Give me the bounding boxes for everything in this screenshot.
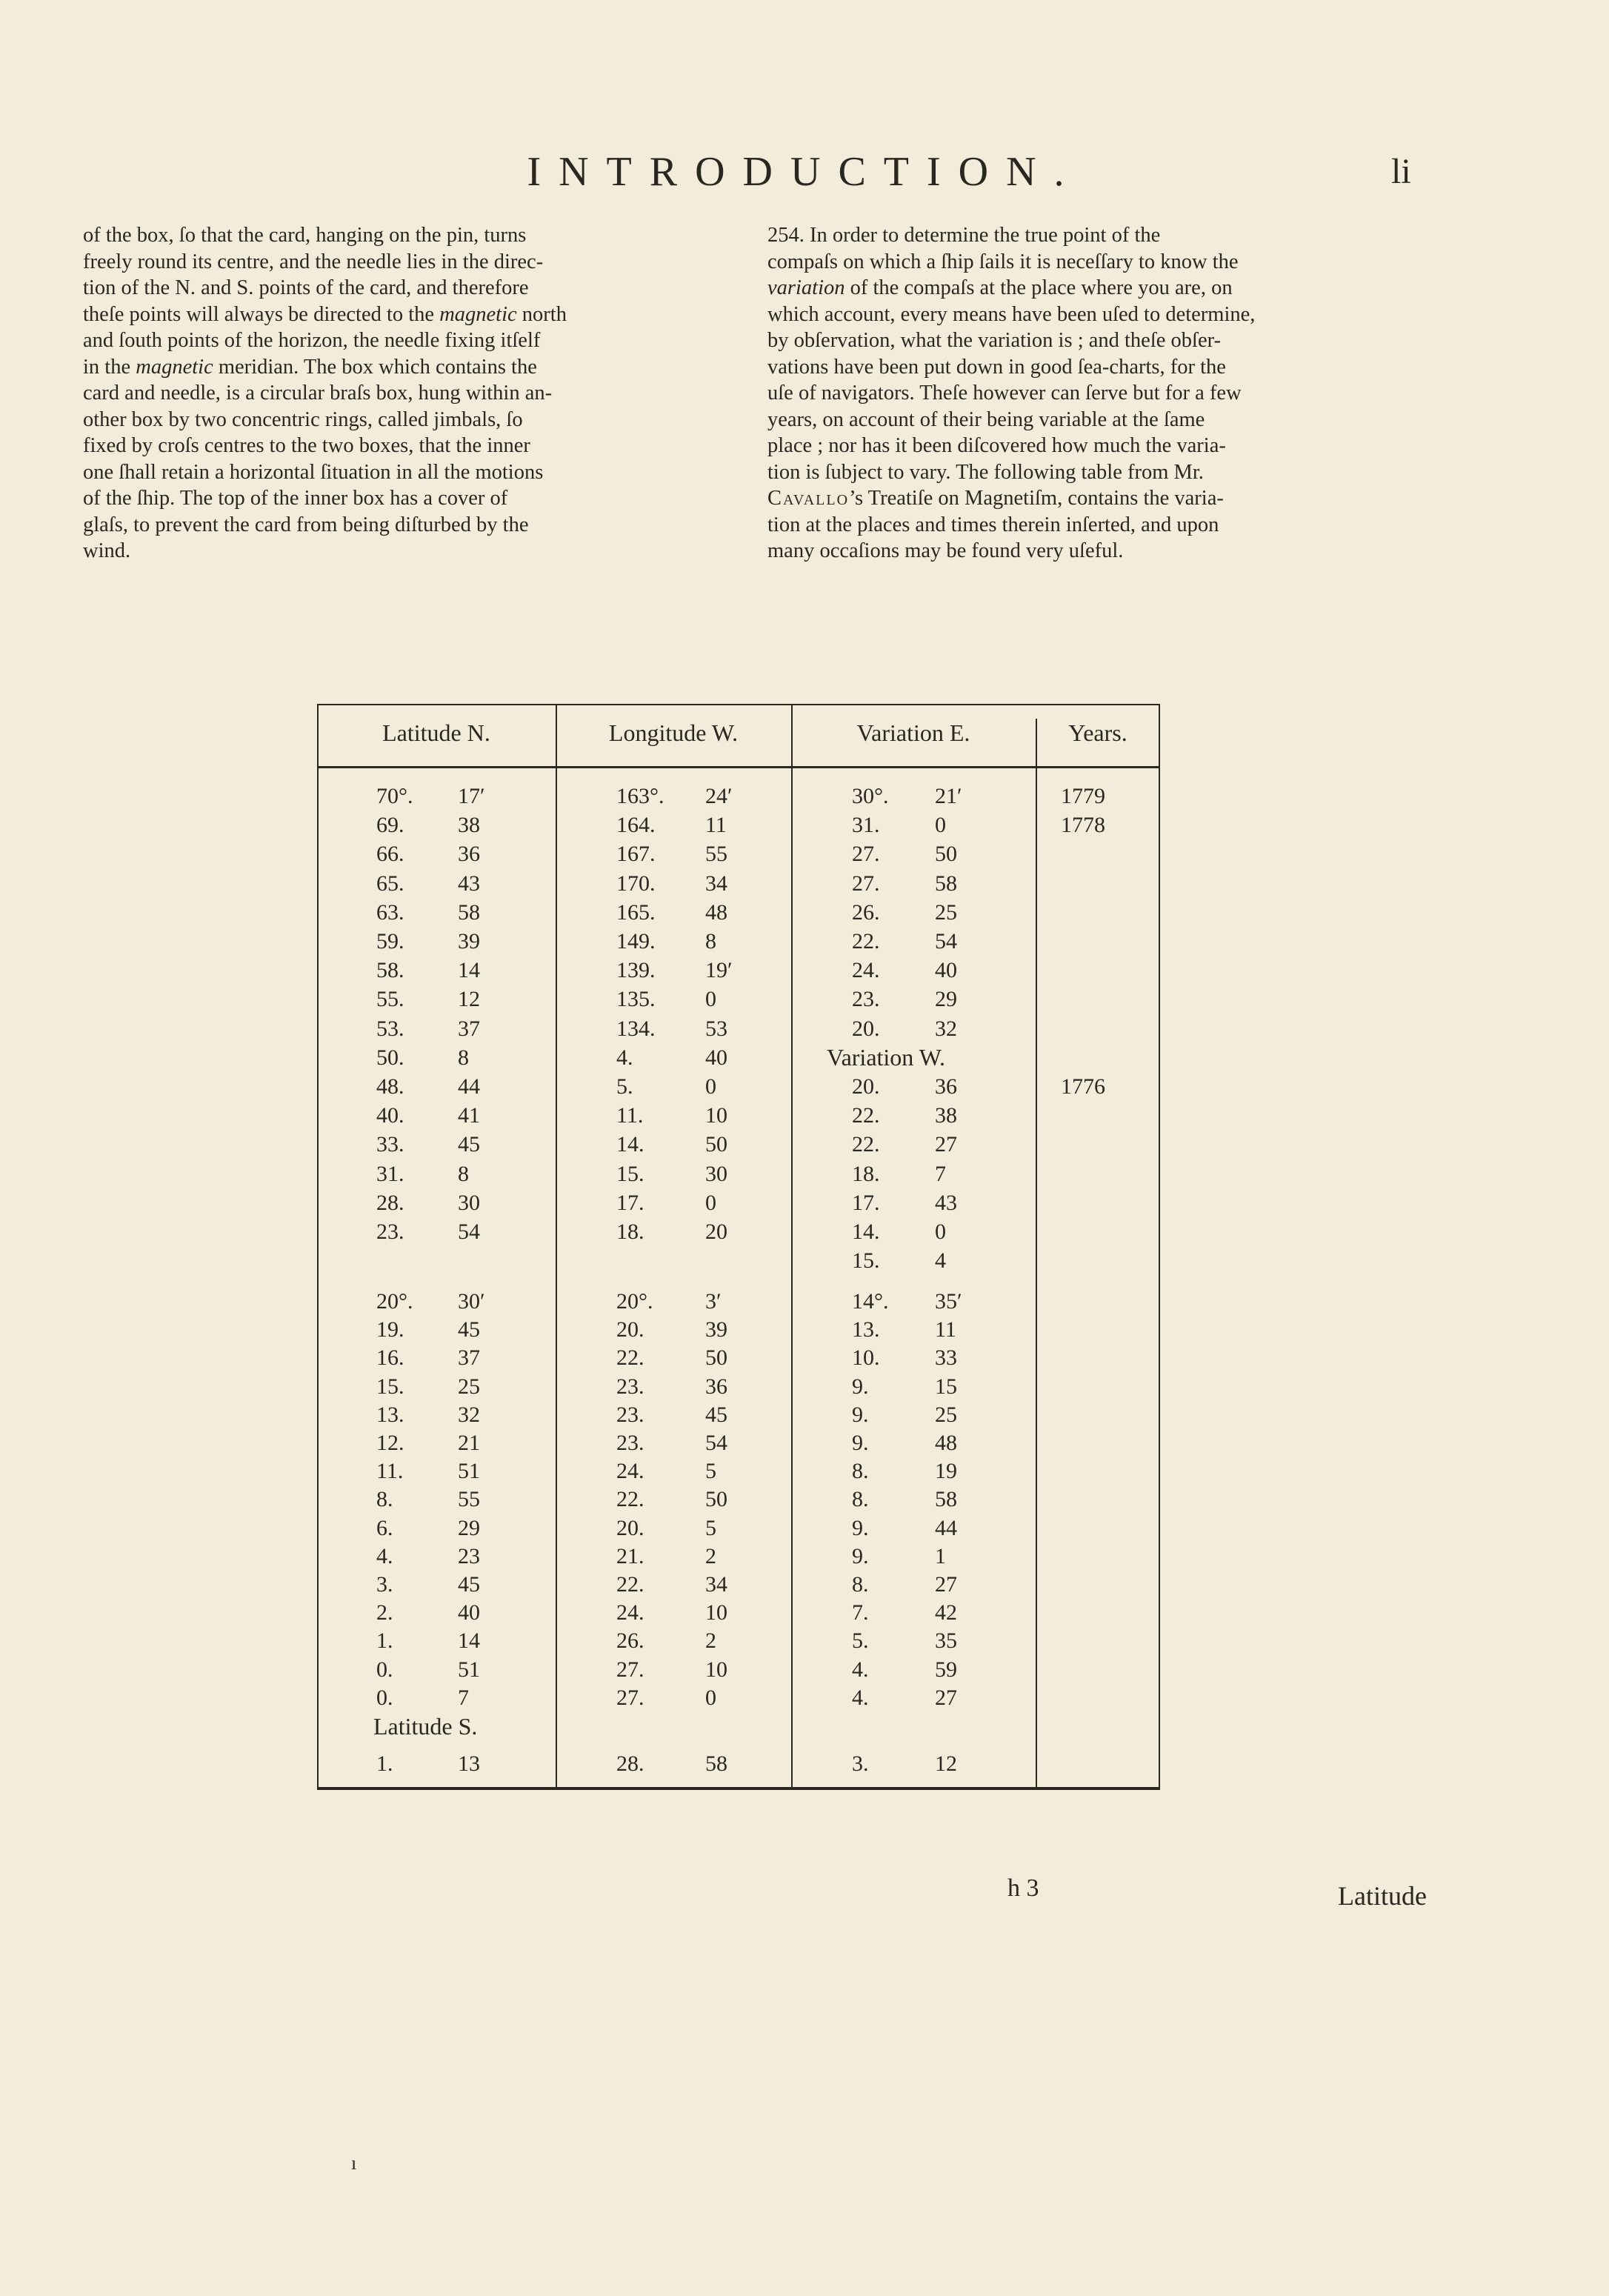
table-row [317, 1045, 1160, 1073]
cell-var-min: 19 [935, 1459, 957, 1484]
cell-lat-deg: 28. [376, 1190, 404, 1215]
cell-lat-min: 51 [458, 1657, 480, 1682]
table-bottom-rule [317, 1787, 1160, 1790]
line: tion at the places and times therein inſerted, and upon [767, 513, 1219, 536]
table-row [317, 900, 1160, 928]
cell-var-min: 38 [935, 1103, 957, 1128]
cell-var-deg: 9. [852, 1515, 869, 1540]
signature-mark: h 3 [1007, 1874, 1039, 1902]
cell-lat-deg: 59. [376, 929, 404, 954]
cell-var-min: 44 [935, 1515, 957, 1540]
table-row [317, 1248, 1160, 1276]
header-variation: Variation E. [856, 719, 970, 746]
cell-lat-min: 17′ [458, 784, 485, 808]
cell-lat-min: 55 [458, 1487, 480, 1512]
line: other box by two concentric rings, called jimbals, ſo [83, 407, 523, 431]
cell-var-min: 43 [935, 1190, 957, 1215]
cell-year: 1776 [1061, 1074, 1105, 1099]
table-row [317, 1751, 1160, 1779]
cell-lat-min: 41 [458, 1103, 480, 1128]
cell-lat-deg: 12. [376, 1431, 404, 1455]
cell-lon-deg: 149. [616, 929, 656, 954]
cell-lon-deg: 5. [616, 1074, 633, 1099]
cell-lat-min: 45 [458, 1317, 480, 1342]
cell-var-min: 59 [935, 1657, 957, 1682]
cell-lat-deg: 33. [376, 1132, 404, 1157]
cell-lon-min: 19′ [705, 958, 733, 983]
cell-lon-min: 40 [705, 1045, 727, 1070]
cell-lon-deg: 23. [616, 1402, 644, 1427]
table-row [317, 1016, 1160, 1044]
cell-lon-min: 34 [705, 871, 727, 896]
cell-var-deg: 9. [852, 1402, 869, 1427]
cell-lon-deg: 21. [616, 1543, 644, 1568]
cell-lat-min: 13 [458, 1751, 480, 1776]
cell-var-min: 50 [935, 842, 957, 867]
cell-var-min: 25 [935, 899, 957, 925]
cell-var-min: 54 [935, 929, 957, 954]
cell-lon-min: 11 [705, 813, 727, 838]
cell-lat-min: 39 [458, 929, 480, 954]
cell-lat-deg: 58. [376, 958, 404, 983]
cell-var-min: 0 [935, 1219, 946, 1244]
line: of the ſhip. The top of the inner box has a cover of [83, 487, 508, 510]
table-row [317, 987, 1160, 1014]
cell-lat-deg: 11. [376, 1459, 404, 1484]
cell-lon-deg: 4. [616, 1045, 633, 1070]
cell-var-min: 15 [935, 1374, 957, 1399]
cell-lon-min: 2 [705, 1543, 716, 1568]
line: one ſhall retain a horizontal ſituation in all the motions [83, 460, 544, 484]
italic-term: magnetic [136, 355, 213, 379]
table-row [317, 1657, 1160, 1685]
cell-lat-min: 7 [458, 1685, 469, 1710]
cell-lon-deg: 14. [616, 1132, 644, 1157]
cell-lat-min: 54 [458, 1219, 480, 1244]
cell-lon-deg: 165. [616, 899, 656, 925]
cell-lon-min: 24′ [705, 784, 733, 808]
cell-var-min: 21′ [935, 784, 962, 808]
line: compaſs on which a ſhip ſails it is neceſſary to know the [767, 250, 1239, 273]
line: ’s Treatiſe on Magnetiſm, contains the varia- [849, 487, 1224, 510]
table-row [317, 1162, 1160, 1189]
header-longitude: Longitude W. [608, 719, 739, 746]
cell-lat-min: 14 [458, 958, 480, 983]
cell-var-deg: 20. [852, 1074, 880, 1099]
cell-lon-deg: 26. [616, 1628, 644, 1654]
line: glaſs, to prevent the card from being diſturbed by the [83, 513, 529, 536]
cell-lon-min: 50 [705, 1345, 727, 1371]
cell-lat-deg: 69. [376, 813, 404, 838]
table-row [317, 1516, 1160, 1543]
cell-var-min: 40 [935, 958, 957, 983]
cell-lon-deg: 28. [616, 1751, 644, 1776]
cell-lat-min: 40 [458, 1600, 480, 1625]
table-row [317, 1487, 1160, 1514]
line: and ſouth points of the horizon, the needle fixing itſelf [83, 329, 541, 352]
author-name: Cavallo [767, 487, 850, 510]
cell-lon-min: 10 [705, 1657, 727, 1682]
cell-lon-min: 20 [705, 1219, 727, 1244]
stray-mark: ı [351, 2152, 357, 2174]
cell-var-min: 33 [935, 1345, 957, 1371]
cell-var-min: 48 [935, 1431, 957, 1455]
cell-lon-deg: 17. [616, 1190, 644, 1215]
table-row [317, 813, 1160, 840]
cell-lat-min: 45 [458, 1132, 480, 1157]
cell-var-deg: 7. [852, 1600, 869, 1625]
cell-lon-deg: 167. [616, 842, 656, 867]
cell-lat-deg: 70°. [376, 784, 413, 808]
cell-var-deg: 15. [852, 1248, 880, 1274]
table-row [317, 1132, 1160, 1159]
cell-lon-deg: 134. [616, 1016, 656, 1041]
table-row [317, 1628, 1160, 1656]
cell-lat-min: 8 [458, 1045, 469, 1070]
subhead-latitude-s: Latitude S. [373, 1713, 478, 1740]
cell-lat-min: 32 [458, 1402, 480, 1427]
cell-lat-min: 12 [458, 987, 480, 1012]
cell-lon-deg: 20°. [616, 1289, 653, 1314]
cell-var-min: 7 [935, 1161, 946, 1186]
cell-lon-deg: 11. [616, 1103, 644, 1128]
table-row [317, 1317, 1160, 1345]
cell-lon-min: 8 [705, 929, 716, 954]
cell-lon-deg: 15. [616, 1161, 644, 1186]
cell-lat-deg: 16. [376, 1345, 404, 1371]
table-row [317, 1402, 1160, 1430]
cell-var-min: 4 [935, 1248, 946, 1274]
cell-lon-min: 50 [705, 1132, 727, 1157]
table-row [317, 1600, 1160, 1628]
cell-var-min: 27 [935, 1572, 957, 1597]
cell-lon-deg: 23. [616, 1431, 644, 1455]
cell-var-min: 11 [935, 1317, 956, 1342]
cell-lon-deg: 27. [616, 1685, 644, 1710]
line: meridian. The box which contains the [213, 355, 537, 379]
cell-var-min: 35′ [935, 1289, 962, 1314]
table-row [317, 842, 1160, 869]
cell-lat-min: 30 [458, 1190, 480, 1215]
cell-var-min: 1 [935, 1543, 946, 1568]
cell-lat-deg: 15. [376, 1374, 404, 1399]
cell-lon-deg: 139. [616, 958, 656, 983]
line: vations have been put down in good ſea-charts, for the [767, 355, 1226, 379]
cell-var-deg: 31. [852, 813, 880, 838]
cell-lon-deg: 22. [616, 1572, 644, 1597]
cell-lon-deg: 170. [616, 871, 656, 896]
cell-lat-deg: 50. [376, 1045, 404, 1070]
cell-var-deg: 22. [852, 1103, 880, 1128]
line: theſe points will always be directed to the [83, 302, 440, 326]
cell-lat-min: 29 [458, 1515, 480, 1540]
cell-lat-deg: 20°. [376, 1289, 413, 1314]
running-head: INTRODUCTION. [527, 149, 1082, 195]
cell-lat-deg: 13. [376, 1402, 404, 1427]
table-row [317, 1289, 1160, 1317]
table-row [317, 1103, 1160, 1131]
cell-lat-min: 58 [458, 899, 480, 925]
cell-var-deg: 27. [852, 842, 880, 867]
italic-term: variation [767, 276, 845, 299]
cell-lat-min: 51 [458, 1459, 480, 1484]
cell-lon-min: 50 [705, 1487, 727, 1512]
italic-term: magnetic [439, 302, 517, 326]
cell-lat-deg: 6. [376, 1515, 393, 1540]
cell-lon-deg: 18. [616, 1219, 644, 1244]
cell-lon-deg: 23. [616, 1374, 644, 1399]
cell-var-deg: 18. [852, 1161, 880, 1186]
cell-lat-min: 38 [458, 813, 480, 838]
cell-var-deg: 27. [852, 871, 880, 896]
line: years, on account of their being variable at the ſame [767, 407, 1205, 431]
cell-var-min: 25 [935, 1402, 957, 1427]
cell-lon-min: 0 [705, 1190, 716, 1215]
cell-lon-min: 55 [705, 842, 727, 867]
cell-lon-min: 36 [705, 1374, 727, 1399]
table-row [317, 871, 1160, 899]
cell-lat-min: 30′ [458, 1289, 485, 1314]
cell-var-deg: 17. [852, 1190, 880, 1215]
cell-lon-deg: 163°. [616, 784, 664, 808]
cell-lat-deg: 3. [376, 1572, 393, 1597]
cell-var-deg: 26. [852, 899, 880, 925]
cell-lat-deg: 23. [376, 1219, 404, 1244]
cell-var-min: 58 [935, 1487, 957, 1512]
cell-lon-min: 54 [705, 1431, 727, 1455]
cell-var-deg: 3. [852, 1751, 869, 1776]
table-row [317, 1345, 1160, 1373]
cell-lat-min: 25 [458, 1374, 480, 1399]
cell-var-deg: 10. [852, 1345, 880, 1371]
cell-lon-deg: 27. [616, 1657, 644, 1682]
cell-var-deg: 9. [852, 1374, 869, 1399]
cell-lon-deg: 24. [616, 1600, 644, 1625]
cell-lon-min: 58 [705, 1751, 727, 1776]
cell-var-deg: 4. [852, 1685, 869, 1710]
cell-var-min: 32 [935, 1016, 957, 1041]
cell-lat-min: 14 [458, 1628, 480, 1654]
cell-lat-min: 43 [458, 871, 480, 896]
cell-lat-deg: 31. [376, 1161, 404, 1186]
cell-lat-deg: 63. [376, 899, 404, 925]
cell-lon-min: 48 [705, 899, 727, 925]
cell-lon-deg: 22. [616, 1487, 644, 1512]
cell-lon-min: 34 [705, 1572, 727, 1597]
cell-lat-deg: 48. [376, 1074, 404, 1099]
line: place ; nor has it been diſcovered how much the varia- [767, 434, 1226, 457]
cell-lat-deg: 1. [376, 1751, 393, 1776]
cell-var-deg: 9. [852, 1543, 869, 1568]
line: wind. [83, 539, 131, 562]
cell-lon-min: 5 [705, 1515, 716, 1540]
cell-lon-min: 30 [705, 1161, 727, 1186]
table-row [317, 1191, 1160, 1218]
table-row [317, 1572, 1160, 1600]
cell-var-min: 12 [935, 1751, 957, 1776]
cell-var-deg: 23. [852, 987, 880, 1012]
line: freely round its centre, and the needle lies in the direc- [83, 250, 544, 273]
cell-lat-deg: 1. [376, 1628, 393, 1654]
cell-var-deg: 9. [852, 1431, 869, 1455]
line: many occaſions may be found very uſeful. [767, 539, 1124, 562]
cell-var-min: 35 [935, 1628, 957, 1654]
cell-lat-deg: 2. [376, 1600, 393, 1625]
cell-lat-deg: 66. [376, 842, 404, 867]
line: fixed by croſs centres to the two boxes, that the inner [83, 434, 530, 457]
subhead-variation-w: Variation W. [827, 1044, 945, 1071]
table-row [317, 1544, 1160, 1571]
cell-var-deg: 14°. [852, 1289, 889, 1314]
header-latitude: Latitude N. [382, 719, 490, 746]
cell-lat-deg: 19. [376, 1317, 404, 1342]
cell-var-min: 27 [935, 1685, 957, 1710]
cell-var-min: 58 [935, 871, 957, 896]
line: uſe of navigators. Theſe however can ſerve but for a few [767, 382, 1242, 405]
header-rule [317, 766, 1160, 768]
line: 254. In order to determine the true point of the [767, 224, 1161, 247]
cell-lon-min: 53 [705, 1016, 727, 1041]
variation-table [317, 704, 1160, 1790]
cell-var-deg: 14. [852, 1219, 880, 1244]
table-row [317, 784, 1160, 811]
cell-lon-min: 0 [705, 1074, 716, 1099]
cell-var-min: 29 [935, 987, 957, 1012]
cell-lon-min: 39 [705, 1317, 727, 1342]
table-row [317, 1074, 1160, 1102]
cell-var-deg: 22. [852, 929, 880, 954]
cell-lon-min: 45 [705, 1402, 727, 1427]
line: of the box, ſo that the card, hanging on the pin, turns [83, 224, 527, 247]
table-row [317, 929, 1160, 956]
cell-var-deg: 8. [852, 1459, 869, 1484]
cell-var-deg: 22. [852, 1132, 880, 1157]
cell-lon-min: 10 [705, 1600, 727, 1625]
cell-var-min: 27 [935, 1132, 957, 1157]
cell-year: 1779 [1061, 784, 1105, 808]
table-top-rule [317, 704, 1160, 705]
line: card and needle, is a circular braſs box, hung within an- [83, 382, 553, 405]
cell-lon-deg: 24. [616, 1459, 644, 1484]
line: which account, every means have been uſed to determine, [767, 302, 1256, 326]
cell-var-deg: 20. [852, 1016, 880, 1041]
line: tion is ſubject to vary. The following table from Mr. [767, 460, 1204, 484]
line: by obſervation, what the variation is ; and theſe obſer- [767, 329, 1221, 352]
cell-var-min: 42 [935, 1600, 957, 1625]
cell-var-min: 36 [935, 1074, 957, 1099]
cell-year: 1778 [1061, 813, 1105, 838]
cell-lat-deg: 55. [376, 987, 404, 1012]
table-row [317, 1686, 1160, 1713]
cell-lat-deg: 8. [376, 1487, 393, 1512]
cell-lon-deg: 22. [616, 1345, 644, 1371]
table-row [317, 1219, 1160, 1247]
catchword: Latitude [1338, 1881, 1427, 1911]
table-row [317, 1374, 1160, 1402]
cell-var-deg: 24. [852, 958, 880, 983]
cell-var-deg: 5. [852, 1628, 869, 1654]
header-years: Years. [1068, 719, 1127, 746]
cell-lat-min: 44 [458, 1074, 480, 1099]
cell-var-deg: 8. [852, 1572, 869, 1597]
table-row [317, 1431, 1160, 1458]
cell-lon-min: 5 [705, 1459, 716, 1484]
cell-lon-min: 10 [705, 1103, 727, 1128]
cell-lat-min: 8 [458, 1161, 469, 1186]
left-column-text [83, 222, 750, 565]
cell-lon-min: 0 [705, 987, 716, 1012]
cell-lat-min: 37 [458, 1016, 480, 1041]
cell-var-min: 0 [935, 813, 946, 838]
line: in the [83, 355, 136, 379]
cell-lat-min: 45 [458, 1572, 480, 1597]
cell-lon-deg: 20. [616, 1515, 644, 1540]
cell-lat-deg: 4. [376, 1543, 393, 1568]
cell-lat-min: 37 [458, 1345, 480, 1371]
table-row [317, 958, 1160, 985]
cell-lat-deg: 0. [376, 1657, 393, 1682]
line: north [516, 302, 567, 326]
cell-var-deg: 8. [852, 1487, 869, 1512]
cell-lat-deg: 65. [376, 871, 404, 896]
cell-lon-min: 0 [705, 1685, 716, 1710]
cell-lat-deg: 53. [376, 1016, 404, 1041]
page-number: li [1391, 152, 1411, 191]
cell-lat-deg: 40. [376, 1103, 404, 1128]
cell-lat-min: 21 [458, 1431, 480, 1455]
cell-lon-min: 2 [705, 1628, 716, 1654]
cell-lat-min: 23 [458, 1543, 480, 1568]
cell-lat-min: 36 [458, 842, 480, 867]
cell-lat-deg: 0. [376, 1685, 393, 1710]
line: of the compaſs at the place where you are, on [845, 276, 1233, 299]
table-row [317, 1459, 1160, 1486]
right-column-text [767, 222, 1439, 565]
cell-lon-min: 3′ [705, 1289, 722, 1314]
cell-var-deg: 30°. [852, 784, 889, 808]
cell-lon-deg: 135. [616, 987, 656, 1012]
cell-lon-deg: 20. [616, 1317, 644, 1342]
cell-var-deg: 13. [852, 1317, 880, 1342]
line: tion of the N. and S. points of the card, and therefore [83, 276, 529, 299]
cell-lon-deg: 164. [616, 813, 656, 838]
cell-var-deg: 4. [852, 1657, 869, 1682]
